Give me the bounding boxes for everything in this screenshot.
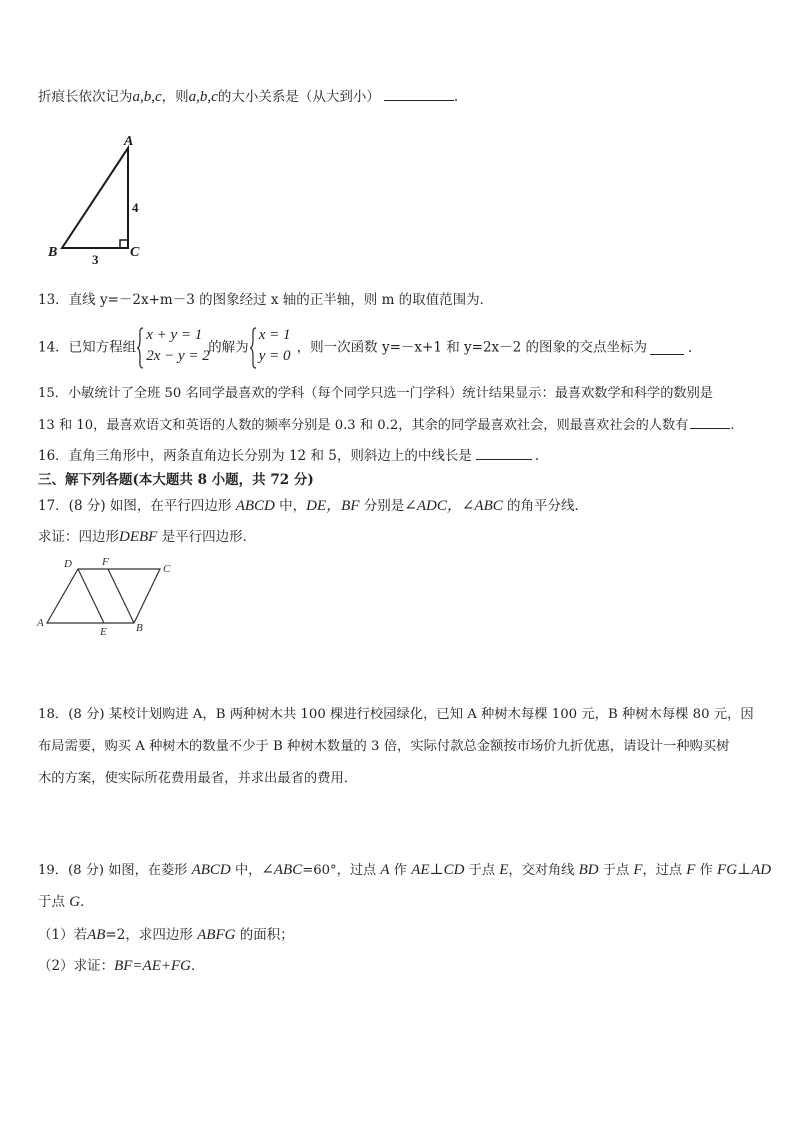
q17-text-3: 分别是 <box>363 498 405 514</box>
q19-p1-text-a: （1）若 <box>38 927 88 943</box>
q19-point-e: E <box>499 862 509 878</box>
q19-p1-quad: ABFG <box>197 927 236 943</box>
q14-eq-2: 2x − y = 2 <box>146 347 210 364</box>
segment-bf <box>108 569 134 623</box>
q19-p2-text-a: （2）求证： <box>38 958 115 974</box>
q17-debf: DEBF <box>119 529 158 545</box>
q14-end: . <box>688 339 693 356</box>
q12-vars-2: a,b,c <box>188 89 218 105</box>
q17-text-1: 17．(8 分) 如图，在平行四边形 <box>38 498 232 514</box>
label-b: B <box>48 245 58 260</box>
q14-text-1: 14．已知方程组 <box>38 339 137 356</box>
figure-parallelogram <box>30 555 190 640</box>
label-d: D <box>64 558 72 570</box>
q14-text-2: 的解为 <box>208 339 249 356</box>
left-brace-icon <box>136 327 144 369</box>
q14-text-3: ，则一次函数 y=－x+1 和 y=2x－2 的图象的交点坐标为 <box>296 339 648 356</box>
q18-line-3 <box>38 769 357 789</box>
q14-equation-system <box>136 327 208 369</box>
q18-text-2: 布局需要，购买 A 种树木的数量不少于 B 种树木数量的 3 倍，实际付款总金额按市场价九折优惠，请设计一种购买树 <box>38 739 730 754</box>
figure-right-triangle <box>40 130 160 270</box>
q19-p2-eq: BF=AE+FG <box>114 958 191 974</box>
label-c: C <box>163 563 171 575</box>
triangle-abc <box>62 148 128 248</box>
q19-point-a: A <box>380 862 390 878</box>
q15-line-1 <box>38 384 713 404</box>
q18-line-2 <box>38 737 729 757</box>
q19-text-f: ，交对角线 <box>508 863 575 878</box>
q13-text: 13．直线 y=－2x+m－3 的图象经过 x 轴的正半轴，则 m 的取值范围为． <box>38 292 494 308</box>
q16-line <box>38 445 539 466</box>
q14-solution-system <box>249 327 297 369</box>
q15-line-2 <box>38 414 735 436</box>
q19-text-a: 19．(8 分) 如图，在菱形 <box>38 863 188 878</box>
q18-text-3: 木的方案，使实际所花费用最省，并求出最省的费用． <box>38 771 358 786</box>
q12-answer-blank <box>384 86 454 101</box>
q19-part-1 <box>38 925 294 945</box>
q19-fg-ad: FG⊥AD <box>717 862 772 878</box>
segment-de <box>78 569 104 623</box>
q17-prove-2: 是平行四边形． <box>161 529 257 545</box>
label-b: B <box>136 622 143 634</box>
q19-part-2 <box>38 956 204 976</box>
q19-line-2 <box>38 892 94 912</box>
q15-text-2: 13 和 10，最喜欢语文和英语的人数的频率分别是 0.3 和 0.2，其余的同学最喜欢社会，则最喜欢社会的人数有 <box>38 418 689 433</box>
q19-bd: BD <box>578 862 599 878</box>
section-3-title <box>38 470 314 490</box>
q18-text-1: 18．(8 分) 某校计划购进 A，B 两种树木共 100 棵进行校园绿化，已知 A 种树木每棵 100 元，B 种树木每棵 80 元，因 <box>38 707 754 722</box>
q19-angle: ∠ABC <box>261 862 303 878</box>
q13-line <box>38 290 493 310</box>
q19-ae-cd: AE⊥CD <box>411 862 465 878</box>
q15-text-1: 15．小敏统计了全班 50 名同学最喜欢的学科（每个同学只选一门学科）统计结果显示：最喜欢数学和科学的数别是 <box>38 386 713 401</box>
q19-text-c: =60°，过点 <box>302 863 377 878</box>
q19-text-i: 作 <box>699 863 713 878</box>
q12-end: . <box>453 89 459 105</box>
q17-line-1 <box>38 496 588 516</box>
q17-text-4: 的角平分线． <box>507 498 589 514</box>
q16-answer-blank <box>476 445 532 460</box>
label-a: A <box>37 617 44 629</box>
q19-text-k: ． <box>80 894 94 910</box>
q17-text-2: 中， <box>279 498 307 514</box>
q15-answer-blank <box>690 414 730 429</box>
q16-end: . <box>534 448 540 464</box>
q12-text-1: 折痕长依次记为 <box>38 89 133 105</box>
q19-point-g: G <box>69 894 81 910</box>
q12-vars-1: a,b,c <box>132 89 162 105</box>
q14-eq-1: x + y = 1 <box>146 326 203 343</box>
q19-point-f: F <box>633 862 643 878</box>
section-3-title-text: 三、解下列各题(本大题共 8 小题，共 72 分) <box>38 472 314 488</box>
q19-text-d: 作 <box>393 863 407 878</box>
q12-text-3: 的大小关系是（从大到小） <box>217 89 380 105</box>
q17-angles: ∠ADC，∠ABC <box>404 498 503 514</box>
q19-text-g: 于点 <box>602 863 630 878</box>
label-f: F <box>102 556 109 568</box>
q19-p1-text-c: 的面积； <box>239 927 294 943</box>
q19-text-e: 于点 <box>468 863 496 878</box>
q12-tail-line <box>38 86 458 107</box>
q19-text-j: 于点 <box>38 894 65 910</box>
q14-line <box>38 325 692 369</box>
right-angle-mark <box>120 240 128 248</box>
q19-text-b: 中， <box>234 863 262 878</box>
label-a: A <box>124 134 134 149</box>
q19-text-h: ，过点 <box>642 863 683 878</box>
q17-prove-1: 求证：四边形 <box>38 529 119 545</box>
q19-abcd: ABCD <box>191 862 231 878</box>
q19-p2-text-b: ． <box>190 958 205 974</box>
q17-abcd: ABCD <box>235 498 275 514</box>
parallelogram-abcd <box>47 569 160 623</box>
q17-line-2 <box>38 527 256 547</box>
label-c: C <box>130 245 140 260</box>
q19-p1-text-b: =2，求四边形 <box>105 927 193 943</box>
label-side-bc: 3 <box>92 252 99 267</box>
q14-sol-2: y = 0 <box>258 347 291 364</box>
q12-text-2: ，则 <box>161 89 189 105</box>
q16-text: 16．直角三角形中，两条直角边长分别为 12 和 5，则斜边上的中线长是 <box>38 448 472 464</box>
label-side-ac: 4 <box>132 200 139 215</box>
q14-answer-blank <box>650 340 684 355</box>
q18-line-1 <box>38 705 754 725</box>
q19-line-1 <box>38 860 771 881</box>
q19-point-f2: F <box>686 862 696 878</box>
label-e: E <box>100 626 107 638</box>
q14-sol-1: x = 1 <box>258 326 291 343</box>
left-brace-icon <box>249 327 257 369</box>
q17-de-bf: DE，BF <box>306 498 360 514</box>
q19-p1-ab: AB <box>87 927 106 943</box>
q15-end: . <box>730 418 735 433</box>
